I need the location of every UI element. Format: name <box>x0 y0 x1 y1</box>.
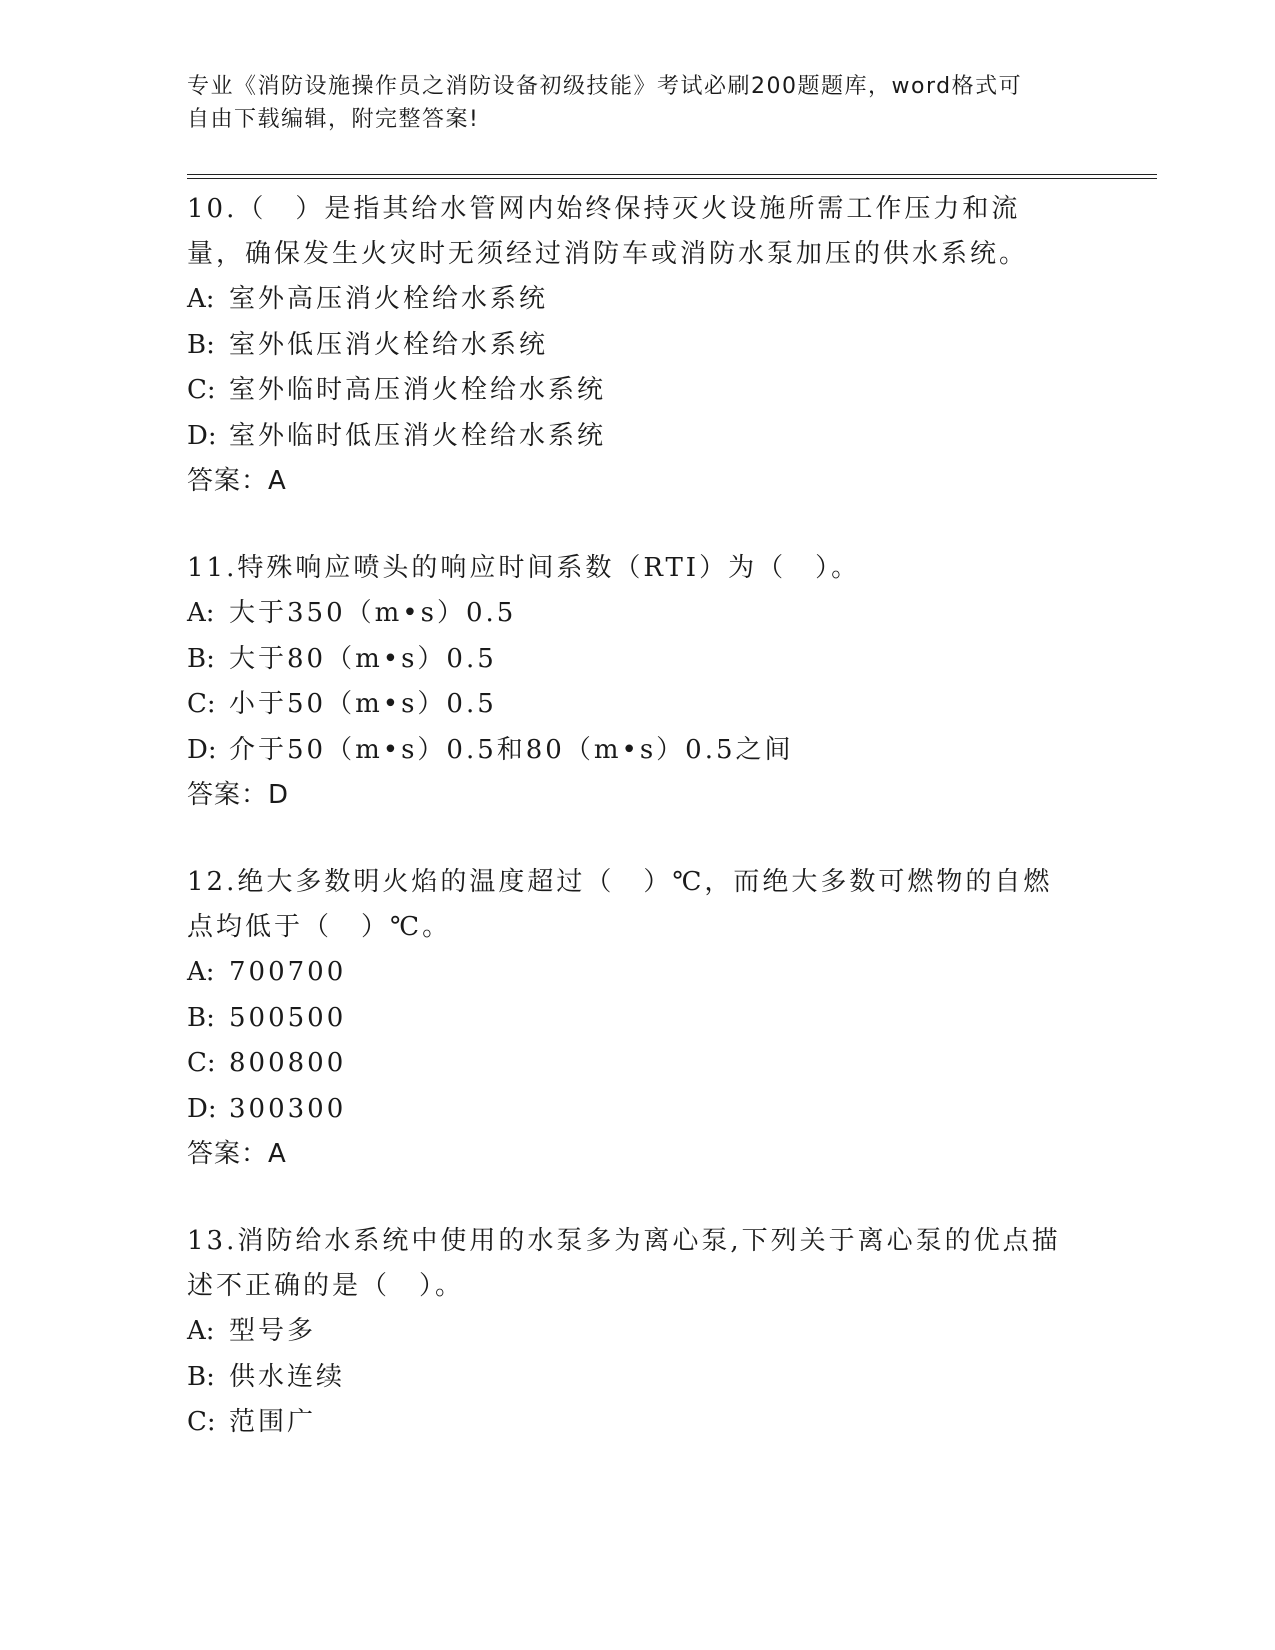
option-d <box>187 414 1157 460</box>
answer-line <box>187 459 1157 504</box>
option-c <box>187 682 1157 728</box>
question-list <box>187 187 1157 1446</box>
option-c <box>187 1041 1157 1087</box>
option-key: D: <box>187 420 217 451</box>
option-c <box>187 368 1157 414</box>
option-text: 大于350（m•s）0.5 <box>229 598 517 628</box>
option-key: C: <box>187 1048 216 1078</box>
answer-value: D <box>268 780 290 810</box>
answer-line <box>187 773 1157 818</box>
option-a <box>187 1309 1157 1355</box>
option-b <box>187 323 1157 369</box>
option-text: 300300 <box>229 1093 347 1124</box>
question-13 <box>187 1219 1157 1446</box>
option-text: 800800 <box>229 1048 347 1078</box>
option-key: B: <box>187 1002 215 1033</box>
option-text: 室外临时高压消火栓给水系统 <box>229 375 607 405</box>
option-key: B: <box>187 643 215 674</box>
option-text: 型号多 <box>229 1316 317 1346</box>
document-header <box>187 70 1067 136</box>
option-a <box>187 591 1157 637</box>
option-key: A: <box>187 284 215 314</box>
option-text: 室外临时低压消火栓给水系统 <box>229 420 607 451</box>
option-key: D: <box>187 1093 217 1124</box>
option-key: A: <box>187 957 215 987</box>
option-text: 700700 <box>229 957 347 987</box>
option-text: 大于80（m•s）0.5 <box>229 643 497 674</box>
answer-label: 答案： <box>187 466 269 496</box>
option-key: C: <box>187 375 216 405</box>
option-a <box>187 277 1157 323</box>
document-page <box>187 70 1157 1488</box>
option-d <box>187 1087 1157 1133</box>
option-b <box>187 1355 1157 1401</box>
header-line-2: 自由下载编辑，附完整答案! <box>187 107 480 132</box>
option-key: B: <box>187 329 215 360</box>
option-c <box>187 1400 1157 1446</box>
header-divider <box>187 174 1157 179</box>
header-line-1: 专业《消防设施操作员之消防设备初级技能》考试必刷200题题库，word格式可 <box>187 74 1023 99</box>
option-key: C: <box>187 689 216 719</box>
option-key: C: <box>187 1407 216 1437</box>
option-text: 范围广 <box>229 1407 317 1437</box>
question-12 <box>187 860 1157 1177</box>
option-text: 室外低压消火栓给水系统 <box>229 329 549 360</box>
option-b <box>187 637 1157 683</box>
question-stem: 12.绝大多数明火焰的温度超过（ ）℃，而绝大多数可燃物的自燃点均低于（ ）℃。 <box>187 867 1053 942</box>
question-stem: 13.消防给水系统中使用的水泵多为离心泵,下列关于离心泵的优点描述不正确的是（ ）。 <box>187 1226 1061 1301</box>
question-10 <box>187 187 1157 504</box>
answer-label: 答案： <box>187 1139 269 1169</box>
option-text: 介于50（m•s）0.5和80（m•s）0.5之间 <box>229 734 794 765</box>
answer-value: A <box>268 1139 287 1169</box>
option-key: A: <box>187 1316 215 1346</box>
option-key: D: <box>187 734 217 765</box>
option-text: 室外高压消火栓给水系统 <box>229 284 549 314</box>
question-11 <box>187 546 1157 818</box>
option-key: B: <box>187 1361 215 1392</box>
question-stem: 10.（ ）是指其给水管网内始终保持灭火设施所需工作压力和流量，确保发生火灾时无须经过消防车或消防水泵加压的供水系统。 <box>187 194 1029 269</box>
question-stem: 11.特殊响应喷头的响应时间系数（RTI）为（ ）。 <box>187 553 861 583</box>
option-a <box>187 950 1157 996</box>
answer-value: A <box>268 466 287 496</box>
option-d <box>187 728 1157 774</box>
option-text: 供水连续 <box>229 1361 346 1392</box>
answer-line <box>187 1132 1157 1177</box>
option-b <box>187 996 1157 1042</box>
option-key: A: <box>187 598 215 628</box>
option-text: 小于50（m•s）0.5 <box>229 689 497 719</box>
answer-label: 答案： <box>187 780 269 810</box>
option-text: 500500 <box>229 1002 347 1033</box>
